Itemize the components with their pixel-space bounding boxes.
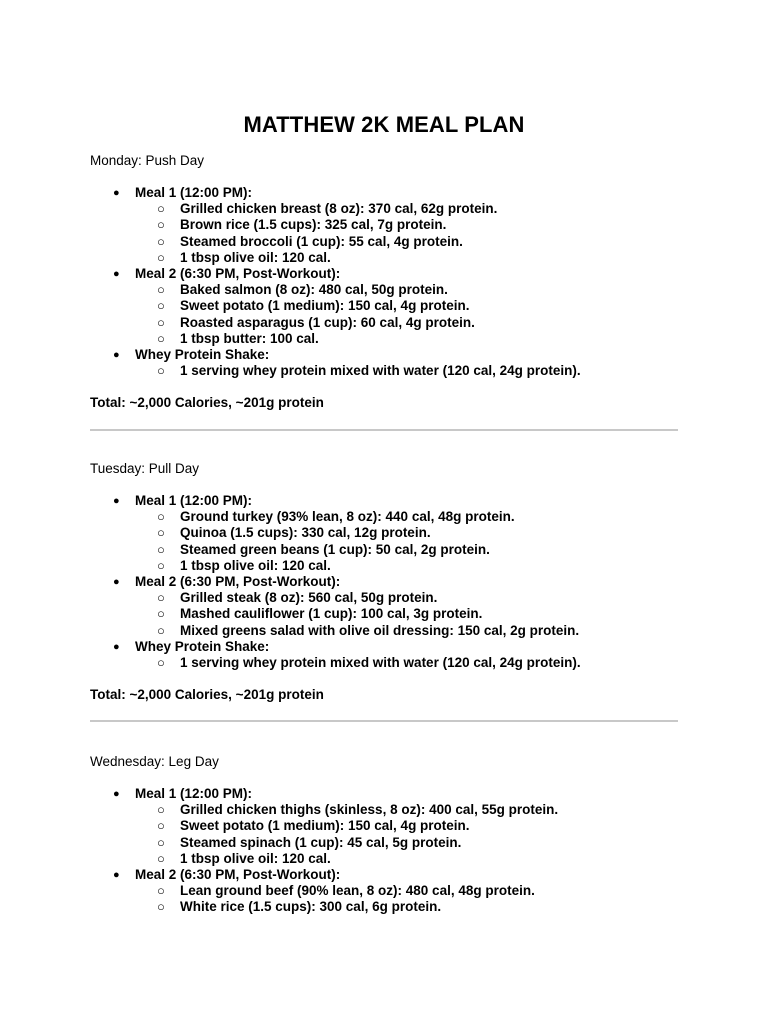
- food-item-text: 1 serving whey protein mixed with water (120 cal, 24g protein).: [180, 655, 581, 671]
- hollow-bullet-icon: ○: [157, 606, 165, 622]
- page-title: MATTHEW 2K MEAL PLAN: [243, 112, 525, 137]
- food-list: [135, 802, 690, 867]
- day-total: Total: ~2,000 Calories, ~201g protein: [90, 395, 324, 411]
- meal-list: [90, 786, 690, 916]
- food-item-text: Sweet potato (1 medium): 150 cal, 4g protein.: [180, 818, 470, 834]
- food-item-text: Quinoa (1.5 cups): 330 cal, 12g protein.: [180, 525, 431, 541]
- meal-label: Whey Protein Shake:: [135, 347, 270, 363]
- food-item: [135, 298, 690, 314]
- food-list: [135, 509, 690, 574]
- section-divider: [90, 720, 678, 722]
- meal-entry: [90, 266, 690, 347]
- hollow-bullet-icon: ○: [157, 249, 165, 265]
- filled-bullet-icon: ●: [113, 576, 120, 589]
- hollow-bullet-icon: ○: [157, 363, 165, 379]
- day-heading: Wednesday: Leg Day: [90, 754, 219, 769]
- hollow-bullet-icon: ○: [157, 298, 165, 314]
- food-list: [135, 590, 690, 639]
- hollow-bullet-icon: ○: [157, 314, 165, 330]
- meal-list: [90, 185, 690, 379]
- hollow-bullet-icon: ○: [157, 818, 165, 834]
- hollow-bullet-icon: ○: [157, 899, 165, 915]
- meal-label: Meal 1 (12:00 PM):: [135, 786, 253, 801]
- food-item-text: Steamed spinach (1 cup): 45 cal, 5g protein.: [180, 834, 462, 850]
- food-item-text: Steamed broccoli (1 cup): 55 cal, 4g protein.: [180, 233, 463, 249]
- meal-label: Meal 2 (6:30 PM, Post-Workout):: [135, 574, 341, 590]
- filled-bullet-icon: ●: [113, 187, 120, 199]
- day-total: Total: ~2,000 Calories, ~201g protein: [90, 687, 324, 703]
- food-item-text: Lean ground beef (90% lean, 8 oz): 480 cal, 48g protein.: [180, 883, 535, 899]
- hollow-bullet-icon: ○: [157, 233, 165, 249]
- food-item: [135, 606, 690, 622]
- section-divider: [90, 429, 678, 431]
- hollow-bullet-icon: ○: [157, 590, 165, 606]
- meal-list: [90, 493, 690, 671]
- food-item: [135, 802, 690, 818]
- food-item-text: 1 tbsp olive oil: 120 cal.: [180, 249, 331, 265]
- food-item: [135, 217, 690, 233]
- food-list: [135, 655, 690, 671]
- food-item: [135, 542, 690, 558]
- meal-label: Meal 2 (6:30 PM, Post-Workout):: [135, 266, 341, 282]
- food-item: [135, 509, 690, 525]
- food-item: [135, 282, 690, 298]
- food-item-text: White rice (1.5 cups): 300 cal, 6g protein.: [180, 899, 442, 915]
- food-item: [135, 315, 690, 331]
- food-item: [135, 623, 690, 639]
- meal-label: Meal 1 (12:00 PM):: [135, 493, 253, 508]
- food-item-text: Steamed green beans (1 cup): 50 cal, 2g protein.: [180, 541, 490, 557]
- hollow-bullet-icon: ○: [157, 282, 165, 298]
- food-item: [135, 883, 690, 899]
- day-heading: Tuesday: Pull Day: [90, 461, 200, 476]
- food-item-text: 1 serving whey protein mixed with water (120 cal, 24g protein).: [180, 363, 581, 379]
- meal-entry: [90, 493, 690, 574]
- food-item: [135, 363, 690, 379]
- filled-bullet-icon: ●: [113, 640, 120, 653]
- food-list: [135, 282, 690, 347]
- hollow-bullet-icon: ○: [157, 622, 165, 638]
- meal-entry: [90, 786, 690, 867]
- food-item-text: 1 tbsp olive oil: 120 cal.: [180, 557, 331, 573]
- meal-label: Meal 1 (12:00 PM):: [135, 185, 253, 200]
- food-list: [135, 363, 690, 379]
- food-item: [135, 818, 690, 834]
- meal-entry: [90, 574, 690, 639]
- food-item: [135, 525, 690, 541]
- filled-bullet-icon: ●: [113, 869, 120, 882]
- meal-label: Meal 2 (6:30 PM, Post-Workout):: [135, 867, 341, 883]
- food-item-text: Mixed greens salad with olive oil dressing: 150 cal, 2g protein.: [180, 622, 580, 638]
- food-item-text: Grilled chicken thighs (skinless, 8 oz): 400 cal, 55g protein.: [180, 802, 559, 818]
- hollow-bullet-icon: ○: [157, 330, 165, 346]
- food-item: [135, 851, 690, 867]
- food-item-text: Mashed cauliflower (1 cup): 100 cal, 3g protein.: [180, 606, 483, 622]
- food-list: [135, 201, 690, 266]
- meal-entry: [90, 185, 690, 266]
- meal-entry: [90, 639, 690, 671]
- food-item: [135, 558, 690, 574]
- food-item: [135, 655, 690, 671]
- filled-bullet-icon: ●: [113, 268, 120, 281]
- filled-bullet-icon: ●: [113, 495, 120, 507]
- food-item: [135, 250, 690, 266]
- food-item-text: Baked salmon (8 oz): 480 cal, 50g protein.: [180, 282, 448, 298]
- food-item-text: Grilled chicken breast (8 oz): 370 cal, 62g protein.: [180, 201, 498, 217]
- day-section-monday: [90, 153, 690, 411]
- food-item-text: Sweet potato (1 medium): 150 cal, 4g protein.: [180, 298, 470, 314]
- food-item-text: Ground turkey (93% lean, 8 oz): 440 cal, 48g protein.: [180, 509, 515, 525]
- hollow-bullet-icon: ○: [157, 883, 165, 899]
- food-item-text: 1 tbsp butter: 100 cal.: [180, 330, 319, 346]
- hollow-bullet-icon: ○: [157, 201, 165, 217]
- food-item: [135, 835, 690, 851]
- food-item-text: 1 tbsp olive oil: 120 cal.: [180, 850, 331, 866]
- filled-bullet-icon: ●: [113, 788, 120, 800]
- hollow-bullet-icon: ○: [157, 509, 165, 525]
- food-item: [135, 234, 690, 250]
- day-section-wednesday: [90, 754, 690, 916]
- hollow-bullet-icon: ○: [157, 541, 165, 557]
- hollow-bullet-icon: ○: [157, 850, 165, 866]
- hollow-bullet-icon: ○: [157, 655, 165, 671]
- food-item: [135, 590, 690, 606]
- meal-label: Whey Protein Shake:: [135, 638, 270, 654]
- meal-entry: [90, 867, 690, 916]
- day-section-tuesday: [90, 461, 690, 703]
- food-list: [135, 883, 690, 915]
- hollow-bullet-icon: ○: [157, 525, 165, 541]
- day-heading: Monday: Push Day: [90, 153, 205, 168]
- hollow-bullet-icon: ○: [157, 802, 165, 818]
- food-item: [135, 899, 690, 915]
- food-item-text: Roasted asparagus (1 cup): 60 cal, 4g protein.: [180, 314, 475, 330]
- filled-bullet-icon: ●: [113, 349, 120, 362]
- hollow-bullet-icon: ○: [157, 834, 165, 850]
- food-item: [135, 201, 690, 217]
- food-item: [135, 331, 690, 347]
- hollow-bullet-icon: ○: [157, 217, 165, 233]
- hollow-bullet-icon: ○: [157, 557, 165, 573]
- food-item-text: Brown rice (1.5 cups): 325 cal, 7g protein.: [180, 217, 447, 233]
- meal-entry: [90, 347, 690, 379]
- food-item-text: Grilled steak (8 oz): 560 cal, 50g protein.: [180, 590, 438, 606]
